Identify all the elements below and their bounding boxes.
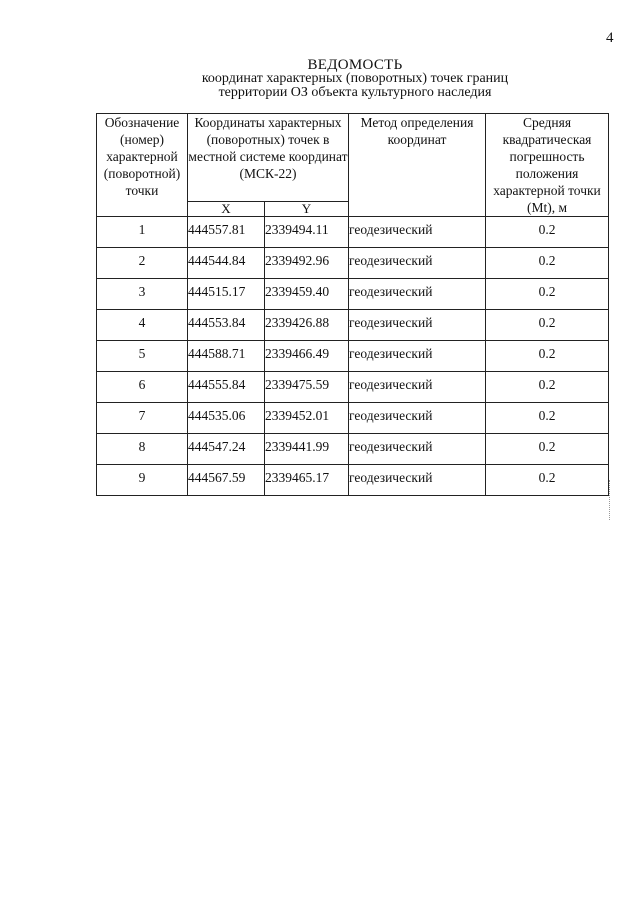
cell-point-number: 6 [97,372,188,403]
cell-method: геодезический [349,217,486,248]
cell-mean-error: 0.2 [486,279,609,310]
table-row [97,465,609,496]
cell-mean-error: 0.2 [486,434,609,465]
cell-point-number: 4 [97,310,188,341]
cell-x: 444555.84 [188,372,265,403]
cell-point-number: 1 [97,217,188,248]
cell-method: геодезический [349,341,486,372]
cell-y: 2339494.11 [265,217,349,248]
cell-point-number: 9 [97,465,188,496]
cell-x: 444553.84 [188,310,265,341]
cell-x: 444547.24 [188,434,265,465]
title-block [150,58,560,100]
cell-point-number: 2 [97,248,188,279]
cell-method: геодезический [349,310,486,341]
cell-x: 444544.84 [188,248,265,279]
cell-x: 444515.17 [188,279,265,310]
cell-y: 2339466.49 [265,341,349,372]
document-subtitle-line-2: территории ОЗ объекта культурного наследия [218,85,492,100]
table-row [97,341,609,372]
table-row [97,372,609,403]
cell-point-number: 5 [97,341,188,372]
cell-mean-error: 0.2 [486,403,609,434]
document-title: ВЕДОМОСТЬ [307,57,403,73]
header-point-number: Обозначение (номер) характерной (поворотной) точки [97,114,188,217]
cell-mean-error: 0.2 [486,217,609,248]
table-row [97,279,609,310]
cell-x: 444567.59 [188,465,265,496]
cell-method: геодезический [349,403,486,434]
margin-mark [609,480,612,520]
cell-method: геодезический [349,372,486,403]
cell-point-number: 7 [97,403,188,434]
cell-mean-error: 0.2 [486,372,609,403]
cell-method: геодезический [349,279,486,310]
cell-method: геодезический [349,248,486,279]
header-x: X [188,201,265,216]
header-y: Y [265,201,349,216]
cell-point-number: 8 [97,434,188,465]
table-row [97,434,609,465]
cell-x: 444557.81 [188,217,265,248]
page-number: 4 [606,30,614,46]
document-subtitle-line-1: координат характерных (поворотных) точек границ [201,71,509,86]
cell-y: 2339475.59 [265,372,349,403]
table-header [97,114,609,217]
cell-y: 2339459.40 [265,279,349,310]
cell-method: геодезический [349,465,486,496]
cell-x: 444588.71 [188,341,265,372]
cell-point-number: 3 [97,279,188,310]
table-row [97,310,609,341]
table-row [97,248,609,279]
cell-x: 444535.06 [188,403,265,434]
cell-y: 2339441.99 [265,434,349,465]
cell-y: 2339465.17 [265,465,349,496]
table-body [97,217,609,496]
cell-y: 2339492.96 [265,248,349,279]
cell-mean-error: 0.2 [486,465,609,496]
coordinates-table [96,113,609,496]
header-method: Метод определения координат [349,114,486,217]
cell-method: геодезический [349,434,486,465]
table-row [97,403,609,434]
cell-mean-error: 0.2 [486,248,609,279]
header-mean-error: Средняя квадратическая погрешность положения характерной точки (Mt), м [486,114,609,217]
table-row [97,217,609,248]
cell-mean-error: 0.2 [486,341,609,372]
cell-y: 2339452.01 [265,403,349,434]
cell-mean-error: 0.2 [486,310,609,341]
header-coordinates: Координаты характерных (поворотных) точек в местной системе координат (МСК-22) [188,114,349,202]
cell-y: 2339426.88 [265,310,349,341]
